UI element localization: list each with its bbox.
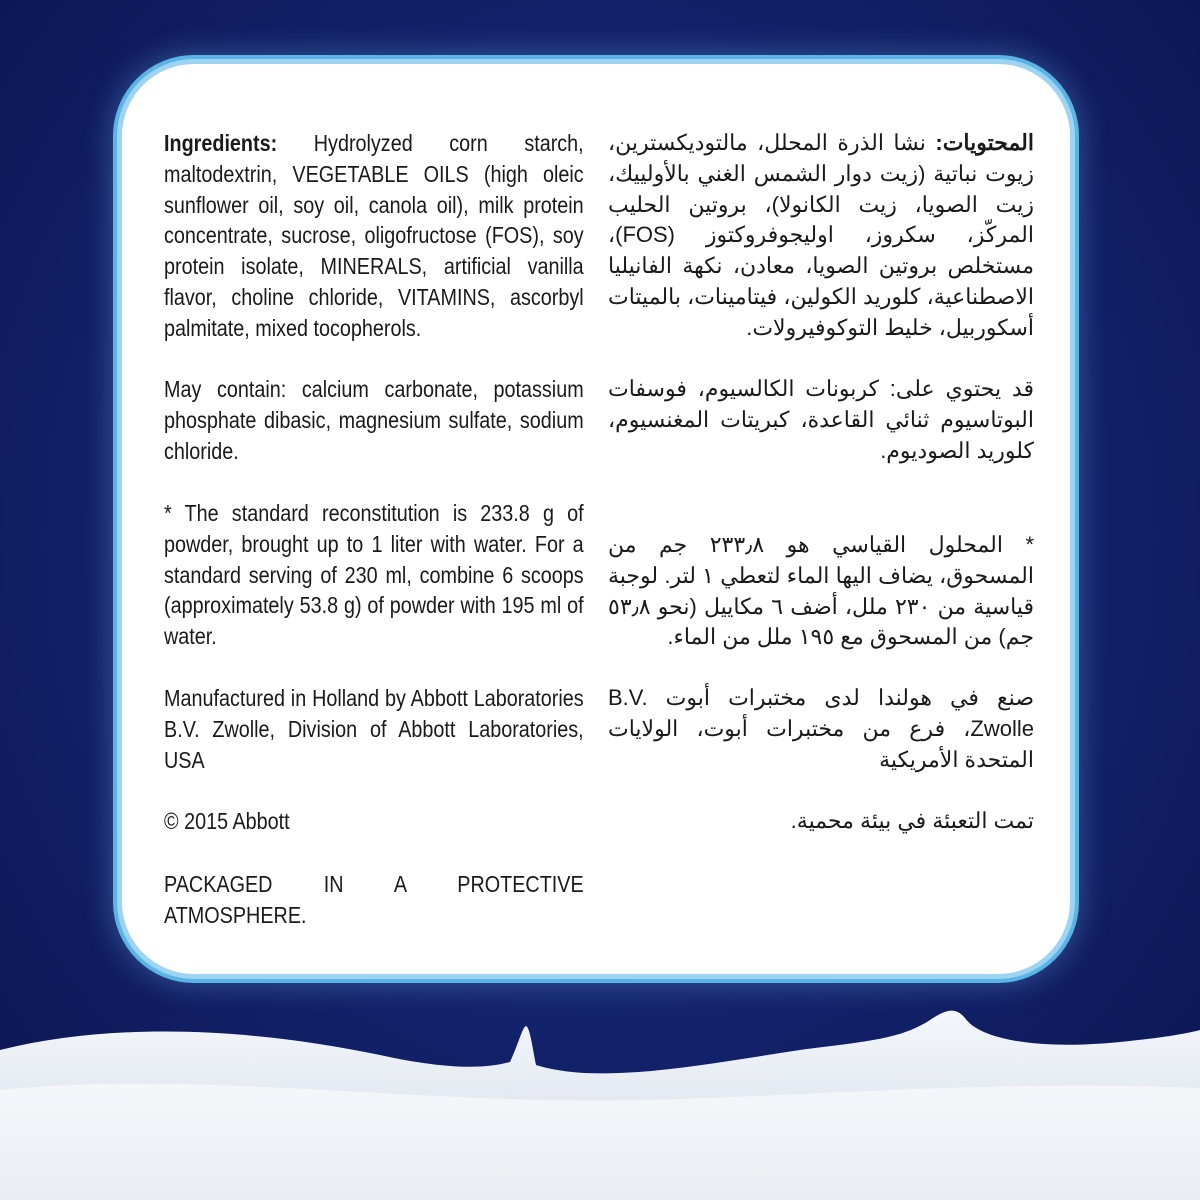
ingredients-paragraph-en bbox=[164, 128, 584, 344]
ingredients-label-ar: المحتويات: bbox=[935, 130, 1034, 155]
copyright-en: © 2015 Abbott bbox=[164, 808, 290, 834]
ingredients-text-ar: نشا الذرة المحلل، مالتوديكسترين، زيوت نباتية (زيت دوار الشمس الغني بالأولييك، زيت الصويا، زيت الكانولا)، بروتين الحليب المركّز، سكروز، اوليجوفروكتوز (FOS)، مستخلص بروتين الصويا، معادن، نكهة الفانيليا الاصطناعية، كلوريد الكولين، فيتامينات، بالميتات أسكوربيل، خليط التوكوفيرولات. bbox=[608, 130, 1034, 340]
ingredients-panel bbox=[122, 64, 1070, 974]
may-contain-en: May contain: calcium carbonate, potassium phosphate dibasic, magnesium sulfate, sodium chloride. bbox=[164, 376, 584, 464]
ingredients-text-en: Hydrolyzed corn starch, maltodextrin, VEGETABLE OILS (high oleic sunflower oil, soy oil, canola oil), milk protein concentrate, sucrose, oligofructose (FOS), soy protein isolate, MINERALS, artificial vanilla flavor, choline chloride, VITAMINS, ascorbyl palmitate, mixed tocopherols. bbox=[164, 130, 584, 341]
may-contain-ar: قد يحتوي على: كربونات الكالسيوم، فوسفات البوتاسيوم ثنائي القاعدة، كبريتات المغنسيوم، كلوريد الصوديوم. bbox=[608, 376, 1034, 463]
ingredients-label-en: Ingredients: bbox=[164, 130, 278, 156]
manufacturer-en: Manufactured in Holland by Abbott Laboratories B.V. Zwolle, Division of Abbott Laboratories, USA bbox=[164, 685, 584, 773]
packaging-en: PACKAGED IN A PROTECTIVE ATMOSPHERE. bbox=[164, 871, 584, 928]
manufacturer-ar: صنع في هولندا لدى مختبرات أبوت B.V. Zwolle، فرع من مختبرات أبوت، الولايات المتحدة الأمريكية bbox=[608, 685, 1034, 772]
reconstitution-en: * The standard reconstitution is 233.8 g of powder, brought up to 1 liter with water. For a standard serving of 230 ml, combine 6 scoops (approximately 53.8 g) of powder with 195 ml of water. bbox=[164, 500, 584, 650]
reconstitution-ar: * المحلول القياسي هو ٢٣٣٫٨ جم من المسحوق، يضاف اليها الماء لتعطي ١ لتر. لوجبة قياسية من ٢٣٠ ملل، أضف ٦ مكاييل (نحو ٥٣٫٨ جم) من المسحوق مع ١٩٥ ملل من الماء. bbox=[608, 532, 1035, 650]
ingredients-paragraph-ar bbox=[608, 128, 1034, 344]
packaging-ar: تمت التعبئة في بيئة محمية. bbox=[790, 808, 1034, 833]
milk-wave-illustration bbox=[0, 1010, 1200, 1200]
